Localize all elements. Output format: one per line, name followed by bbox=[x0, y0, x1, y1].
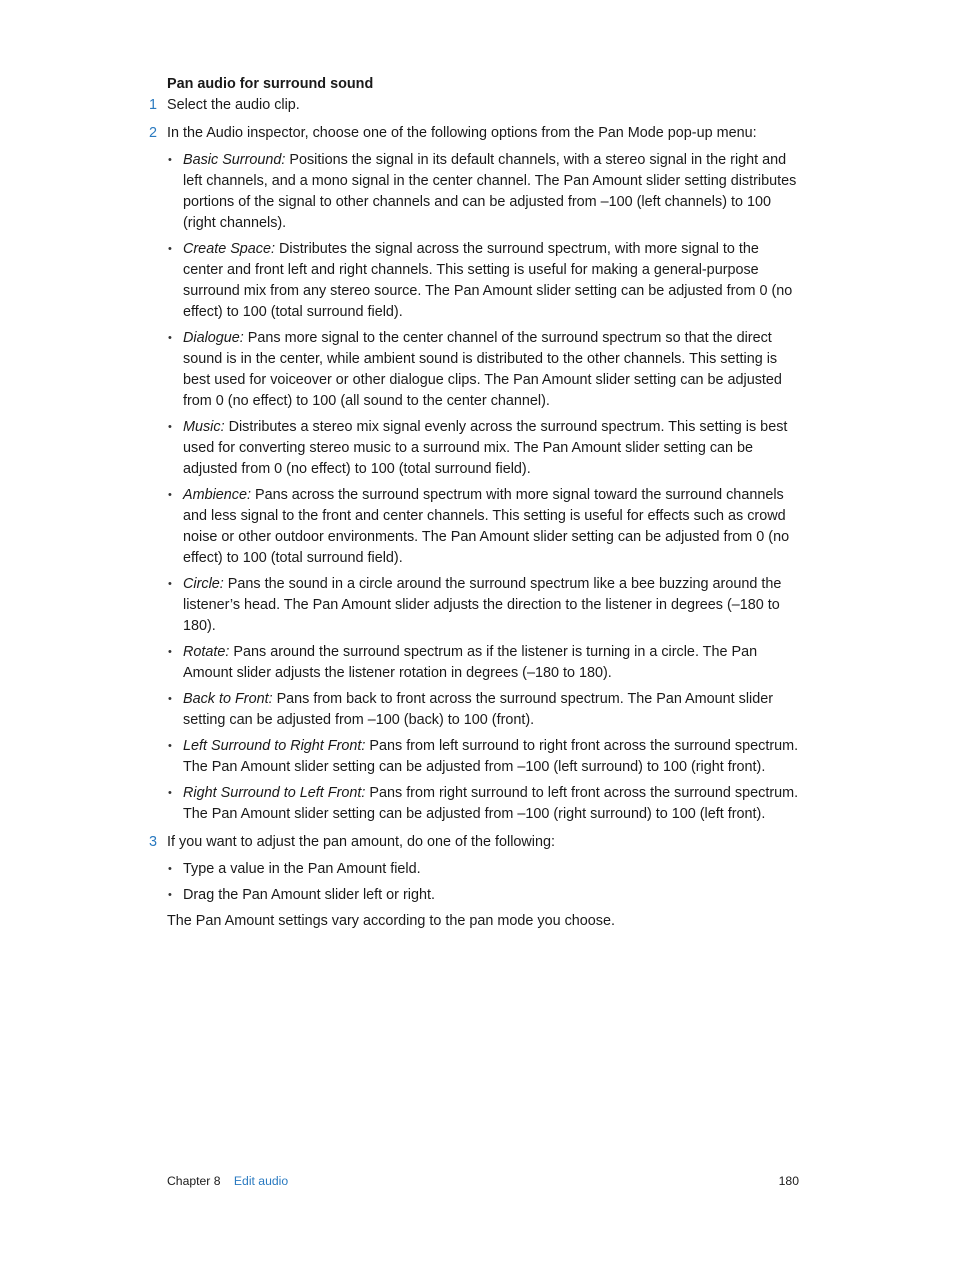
step-text: Select the audio clip. bbox=[167, 97, 300, 113]
pan-mode-term: Music: bbox=[183, 419, 225, 435]
pan-mode-description: Pans from back to front across the surround spectrum. The Pan Amount slider setting can be adjusted from –100 (back) to 100 (front). bbox=[183, 691, 774, 728]
pan-mode-term: Dialogue: bbox=[183, 330, 244, 346]
pan-mode-description: Pans from right surround to left front across the surround spectrum. The Pan Amount slider setting can be adjusted from –100 (right surround) to 100 (left front). bbox=[183, 785, 799, 822]
pan-mode-right-surround-to-left-front bbox=[167, 783, 799, 825]
pan-mode-term: Back to Front: bbox=[183, 691, 273, 707]
closing-note: The Pan Amount settings vary according to the pan mode you choose. bbox=[167, 913, 615, 929]
pan-mode-description: Pans more signal to the center channel of the surround spectrum so that the direct sound is in the center, while ambient sound is distributed to the other channels. This setting is best used for voiceover or other dialogue clips. The Pan Amount slider setting can be adjusted from 0 (no effect) to 100 (all sound to the center channel). bbox=[183, 330, 782, 409]
page-footer bbox=[167, 1173, 799, 1189]
pan-mode-term: Left Surround to Right Front: bbox=[183, 738, 366, 754]
step-number: 3 bbox=[149, 834, 158, 850]
pan-mode-description: Positions the signal in its default channels, with a stereo signal in the right and left channels, and a mono signal in the center channel. The Pan Amount slider setting distributes portions of the signal to other channels and can be adjusted from –100 (left channels) to 100 (right channels). bbox=[183, 152, 797, 231]
step-2 bbox=[149, 123, 799, 825]
step-number: 1 bbox=[149, 97, 158, 113]
step-1 bbox=[149, 95, 799, 116]
pan-mode-term: Right Surround to Left Front: bbox=[183, 785, 366, 801]
step-text: In the Audio inspector, choose one of the following options from the Pan Mode pop-up menu: bbox=[167, 125, 757, 141]
pan-mode-term: Rotate: bbox=[183, 644, 230, 660]
section-heading: Pan audio for surround sound bbox=[167, 76, 374, 92]
footer-chapter: Chapter 8 bbox=[167, 1174, 221, 1188]
page-number: 180 bbox=[778, 1174, 799, 1188]
pan-mode-term: Circle: bbox=[183, 576, 224, 592]
pan-mode-description: Distributes the signal across the surround spectrum, with more signal to the center and front left and right channels. This setting is useful for making a general-purpose surround mix from any stereo source. The Pan Amount slider setting can be adjusted from 0 (no effect) to 100 (total surround field). bbox=[183, 241, 793, 320]
adjust-option-drag-slider: • Drag the Pan Amount slider left or right. bbox=[167, 885, 799, 906]
pan-mode-rotate bbox=[167, 642, 799, 684]
pan-mode-term: Ambience: bbox=[183, 487, 251, 503]
pan-mode-description: Pans the sound in a circle around the surround spectrum like a bee buzzing around the listener’s head. The Pan Amount slider adjusts the direction to the listener in degrees (–180 to 180). bbox=[183, 576, 782, 634]
pan-mode-list bbox=[167, 150, 799, 825]
pan-mode-description: Pans around the surround spectrum as if the listener is turning in a circle. The Pan Amount slider adjusts the listener rotation in degrees (–180 to 180). bbox=[183, 644, 758, 681]
pan-mode-back-to-front bbox=[167, 689, 799, 731]
pan-mode-basic-surround bbox=[167, 150, 799, 234]
pan-mode-create-space bbox=[167, 239, 799, 323]
step-number: 2 bbox=[149, 125, 158, 141]
pan-mode-term: Create Space: bbox=[183, 241, 275, 257]
pan-mode-music bbox=[167, 417, 799, 480]
step-text: If you want to adjust the pan amount, do one of the following: bbox=[167, 834, 556, 850]
pan-mode-left-surround-to-right-front bbox=[167, 736, 799, 778]
footer-chapter-link[interactable]: Edit audio bbox=[233, 1174, 289, 1188]
adjust-options-list bbox=[167, 859, 799, 906]
adjust-option-type-value: • Type a value in the Pan Amount field. bbox=[167, 859, 799, 880]
step-3 bbox=[149, 832, 799, 932]
pan-mode-dialogue bbox=[167, 328, 799, 412]
pan-mode-ambience bbox=[167, 485, 799, 569]
pan-mode-description: Pans from left surround to right front across the surround spectrum. The Pan Amount slider setting can be adjusted from –100 (left surround) to 100 (right front). bbox=[183, 738, 799, 775]
pan-mode-description: Pans across the surround spectrum with more signal toward the surround channels and less signal to the front and center channels. This setting is useful for effects such as crowd noise or other outdoor environments. The Pan Amount slider setting can be adjusted from 0 (no effect) to 100 (total surround field). bbox=[183, 487, 790, 566]
page-content bbox=[149, 74, 799, 932]
pan-mode-circle bbox=[167, 574, 799, 637]
pan-mode-description: Distributes a stereo mix signal evenly across the surround spectrum. This setting is best used for converting stereo music to a surround mix. The Pan Amount slider setting can be adjusted from 0 (no effect) to 100 (total surround field). bbox=[183, 419, 788, 477]
pan-mode-term: Basic Surround: bbox=[183, 152, 286, 168]
